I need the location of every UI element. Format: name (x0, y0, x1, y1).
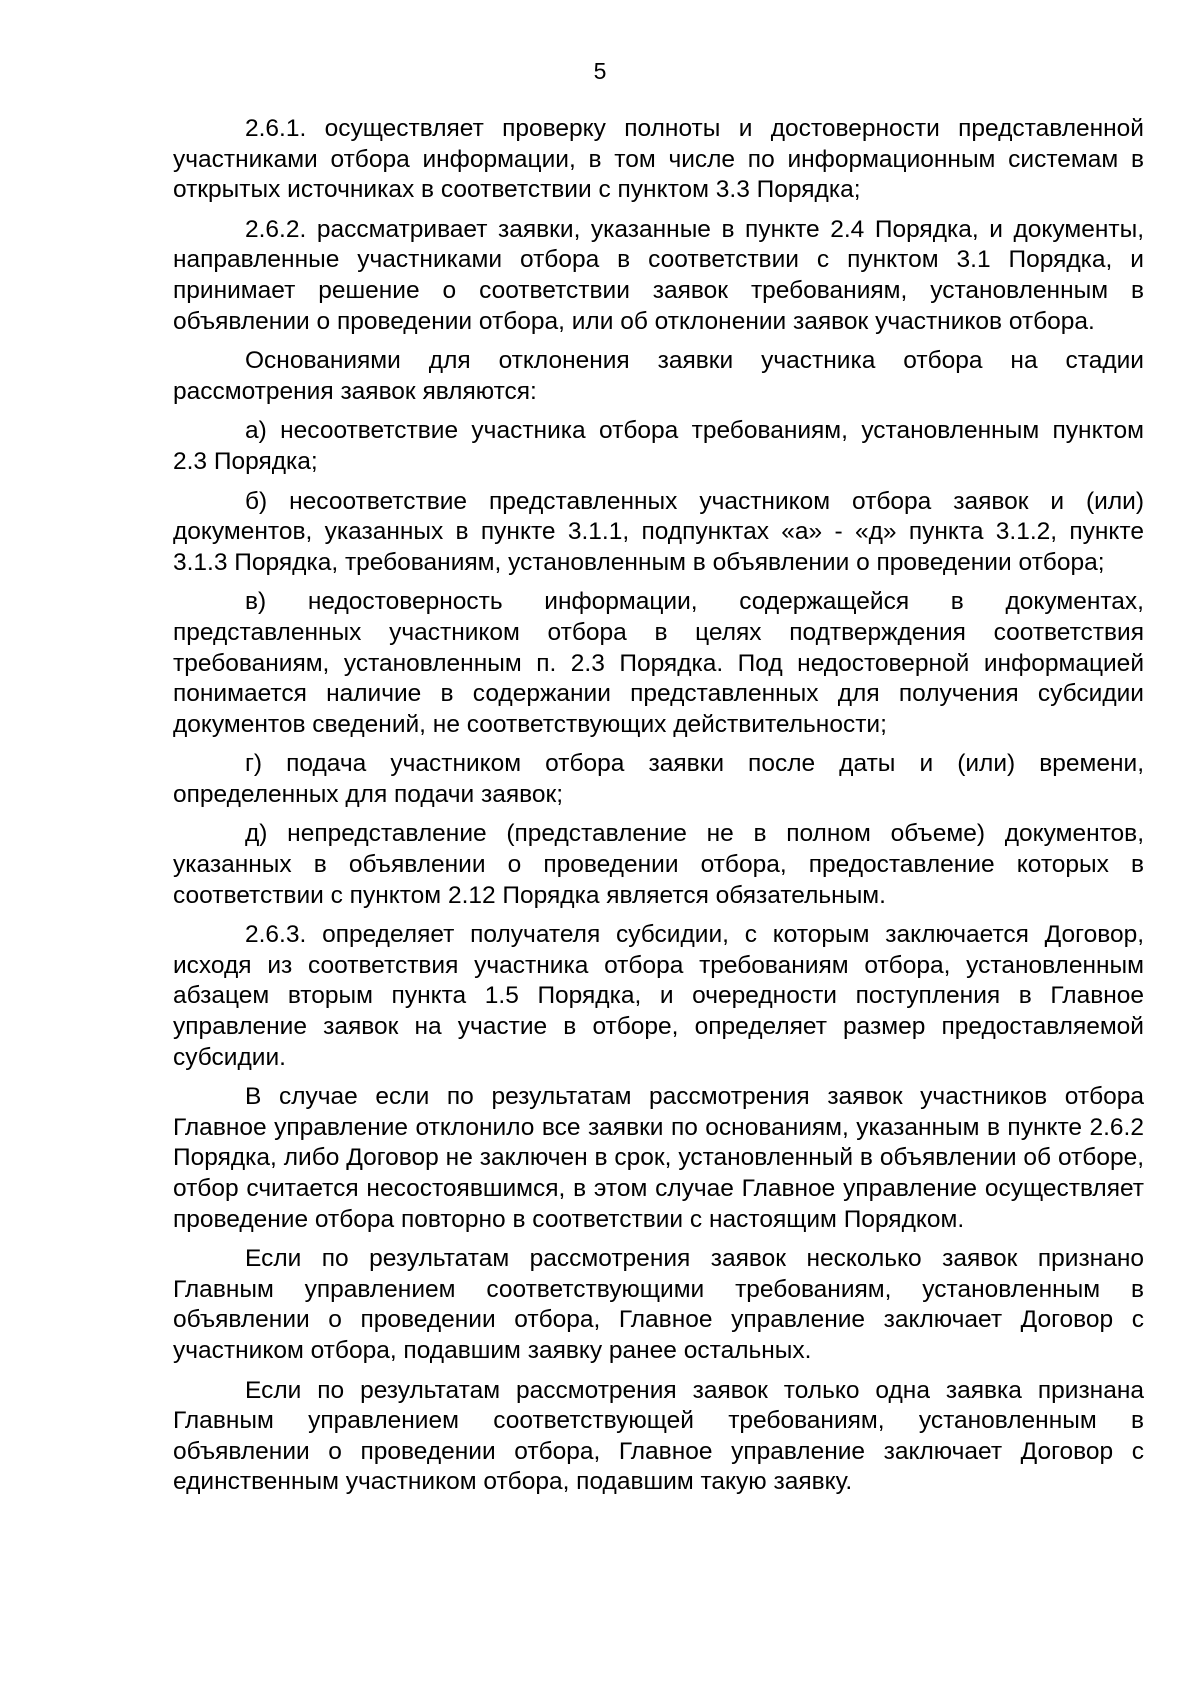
paragraph-2-6-3: 2.6.3. определяет получателя субсидии, с которым заключается Договор, исходя из соответствия участника отбора требованиям отбора, установленным абзацем вторым пункта 1.5 Порядка, и очередности поступления в Главное управление заявок на участие в отборе, определяет размер предоставляемой субсидии. (173, 921, 1144, 1071)
page-number: 5 (593, 58, 607, 84)
paragraph-multiple-applications: Если по результатам рассмотрения заявок несколько заявок признано Главным управлением соответствующими требованиям, установленным в объявлении о проведении отбора, Главное управление заключает Договор с участником отбора, подавшим заявку ранее остальных. (173, 1245, 1144, 1364)
list-item-b: б) несоответствие представленных участником отбора заявок и (или) документов, указанных в пункте 3.1.1, подпунктах «а» - «д» пункта 3.1.2, пункте 3.1.3 Порядка, требованиям, установленным в объявлении о проведении отбора; (173, 487, 1144, 576)
paragraph-rejection-grounds: Основаниями для отклонения заявки участника отбора на стадии рассмотрения заявок являются: (173, 347, 1144, 405)
list-item-g: г) подача участником отбора заявки после даты и (или) времени, определенных для подачи заявок; (173, 750, 1144, 808)
paragraph-selection-failed: В случае если по результатам рассмотрения заявок участников отбора Главное управление отклонило все заявки по основаниям, указанным в пункте 2.6.2 Порядка, либо Договор не заключен в срок, установленный в объявлении об отборе, отбор считается несостоявшимся, в этом случае Главное управление осуществляет проведение отбора повторно в соответствии с настоящим Порядком. (173, 1083, 1144, 1233)
document-body (173, 114, 1144, 1507)
list-item-d: д) непредставление (представление не в полном объеме) документов, указанных в объявлении о проведении отбора, предоставление которых в соответствии с пунктом 2.12 Порядка является обязательным. (173, 820, 1144, 909)
paragraph-2-6-1: 2.6.1. осуществляет проверку полноты и достоверности представленной участниками отбора информации, в том числе по информационным системам в открытых источниках в соответствии с пунктом 3.3 Порядка; (173, 115, 1144, 204)
paragraph-single-application: Если по результатам рассмотрения заявок только одна заявка признана Главным управлением соответствующей требованиям, установленным в объявлении о проведении отбора, Главное управление заключает Договор с единственным участником отбора, подавшим такую заявку. (173, 1376, 1144, 1496)
paragraph-2-6-2: 2.6.2. рассматривает заявки, указанные в пункте 2.4 Порядка, и документы, направленные участниками отбора в соответствии с пунктом 3.1 Порядка, и принимает решение о соответствии заявок требованиям, установленным в объявлении о проведении отбора, или об отклонении заявок участников отбора. (173, 215, 1144, 335)
list-item-a: а) несоответствие участника отбора требованиям, установленным пунктом 2.3 Порядка; (173, 417, 1144, 475)
list-item-v: в) недостоверность информации, содержащейся в документах, представленных участником отбора в целях подтверждения соответствия требованиям, установленным п. 2.3 Порядка. Под недостоверной информацией понимается наличие в содержании представленных для получения субсидии документов сведений, не соответствующих действительности; (173, 588, 1144, 738)
